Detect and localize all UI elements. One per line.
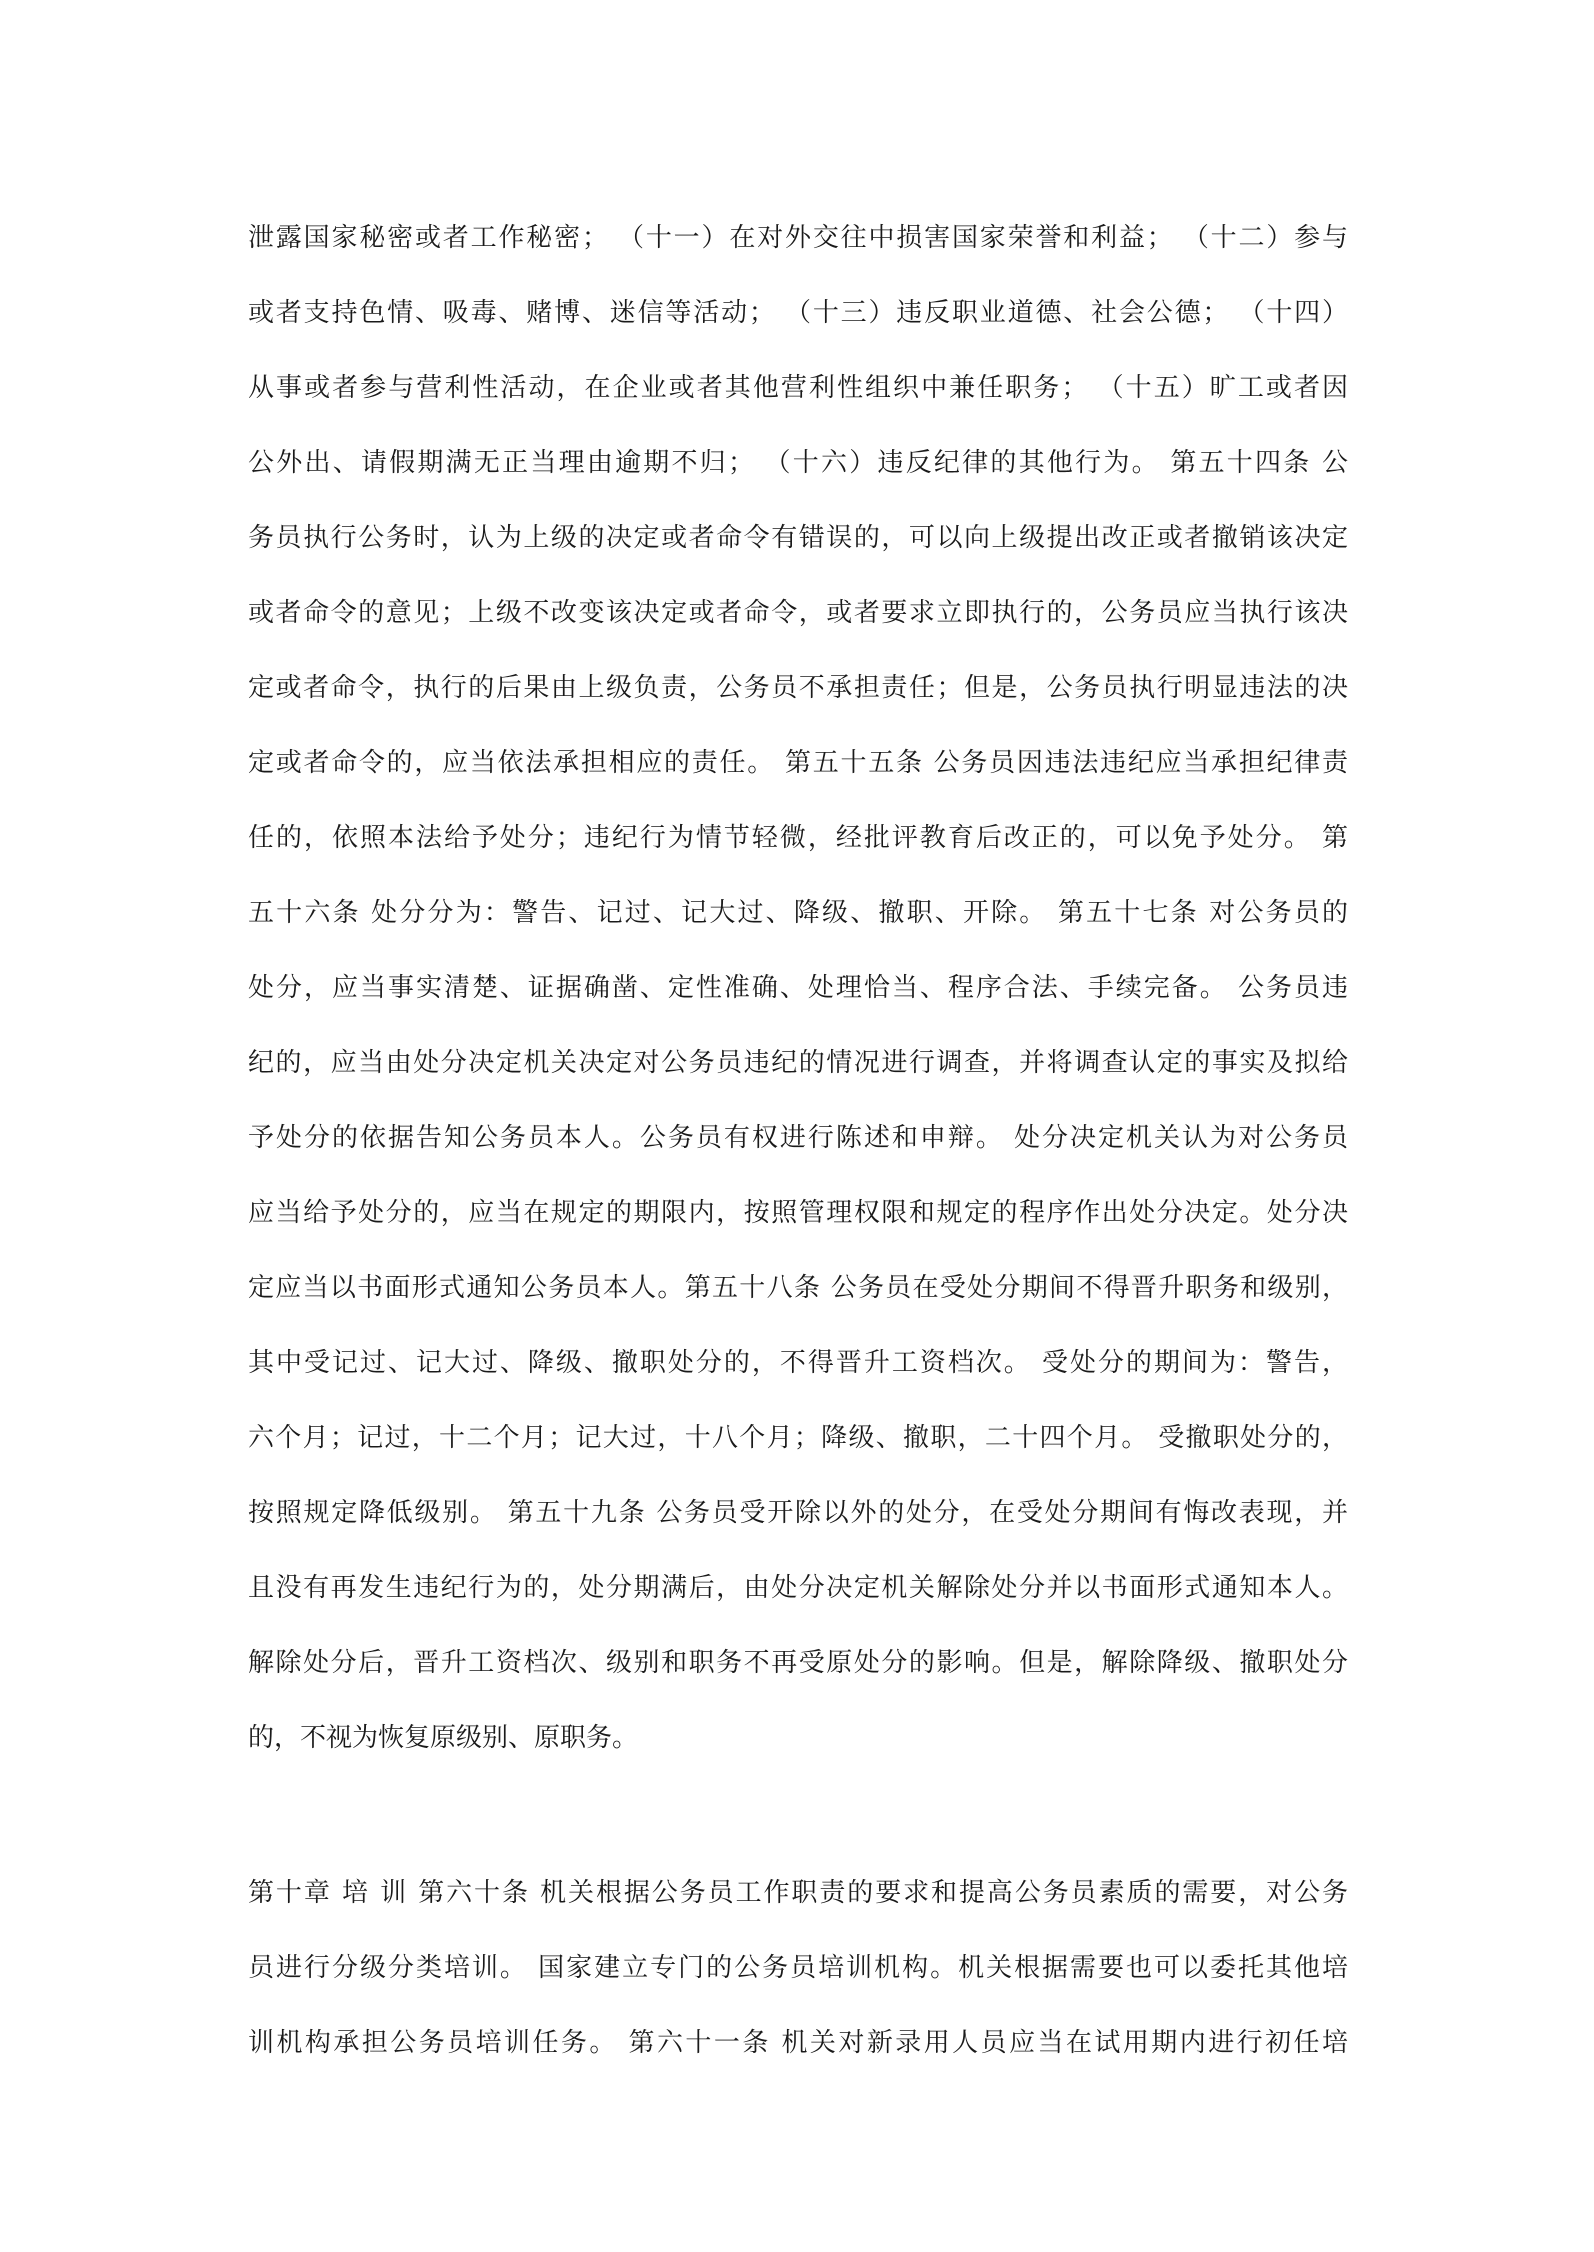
text-line: 五十六条 处分分为：警告、记过、记大过、降级、撤职、开除。 第五十七条 对公务员的 (248, 898, 1348, 928)
text-line: 泄露国家秘密或者工作秘密； （十一）在对外交往中损害国家荣誉和利益； （十二）参与 (248, 223, 1348, 253)
text-line: 或者支持色情、吸毒、赌博、迷信等活动； （十三）违反职业道德、社会公德； （十四） (248, 298, 1348, 328)
text-line: 其中受记过、记大过、降级、撤职处分的，不得晋升工资档次。 受处分的期间为：警告， (248, 1348, 1348, 1378)
paragraph-chapter-ten-training (248, 1856, 1348, 2081)
text-line: 训机构承担公务员培训任务。 第六十一条 机关对新录用人员应当在试用期内进行初任培 (248, 2028, 1348, 2058)
text-line: 定应当以书面形式通知公务员本人。第五十八条 公务员在受处分期间不得晋升职务和级别， (248, 1273, 1348, 1303)
text-line: 务员执行公务时，认为上级的决定或者命令有错误的，可以向上级提出改正或者撤销该决定 (248, 523, 1348, 553)
text-line: 员进行分级分类培训。 国家建立专门的公务员培训机构。机关根据需要也可以委托其他培 (248, 1953, 1348, 1983)
text-line: 第十章 培 训 第六十条 机关根据公务员工作职责的要求和提高公务员素质的需要，对公务 (248, 1878, 1348, 1908)
text-line: 从事或者参与营利性活动，在企业或者其他营利性组织中兼任职务； （十五）旷工或者因 (248, 373, 1348, 403)
text-line: 公外出、请假期满无正当理由逾期不归； （十六）违反纪律的其他行为。 第五十四条 公 (248, 448, 1348, 478)
text-line: 定或者命令，执行的后果由上级负责，公务员不承担责任；但是，公务员执行明显违法的决 (248, 673, 1348, 703)
text-line: 纪的，应当由处分决定机关决定对公务员违纪的情况进行调查，并将调查认定的事实及拟给 (248, 1048, 1348, 1078)
text-line: 的，不视为恢复原级别、原职务。 (248, 1723, 639, 1753)
text-line: 任的，依照本法给予处分；违纪行为情节轻微，经批评教育后改正的，可以免予处分。 第 (248, 823, 1348, 853)
text-line: 定或者命令的，应当依法承担相应的责任。 第五十五条 公务员因违法违纪应当承担纪律责 (248, 748, 1348, 778)
paragraph-disciplinary-articles (248, 201, 1348, 1776)
text-line: 予处分的依据告知公务员本人。公务员有权进行陈述和申辩。 处分决定机关认为对公务员 (248, 1123, 1348, 1153)
text-line: 解除处分后，晋升工资档次、级别和职务不再受原处分的影响。但是，解除降级、撤职处分 (248, 1648, 1348, 1678)
text-line: 应当给予处分的，应当在规定的期限内，按照管理权限和规定的程序作出处分决定。处分决 (248, 1198, 1348, 1228)
text-line: 六个月；记过，十二个月；记大过，十八个月；降级、撤职，二十四个月。 受撤职处分的， (248, 1423, 1348, 1453)
text-line: 处分，应当事实清楚、证据确凿、定性准确、处理恰当、程序合法、手续完备。 公务员违 (248, 973, 1348, 1003)
text-line: 或者命令的意见；上级不改变该决定或者命令，或者要求立即执行的，公务员应当执行该决 (248, 598, 1348, 628)
text-line: 按照规定降低级别。 第五十九条 公务员受开除以外的处分，在受处分期间有悔改表现，并 (248, 1498, 1348, 1528)
text-line: 且没有再发生违纪行为的，处分期满后，由处分决定机关解除处分并以书面形式通知本人。 (248, 1573, 1348, 1603)
